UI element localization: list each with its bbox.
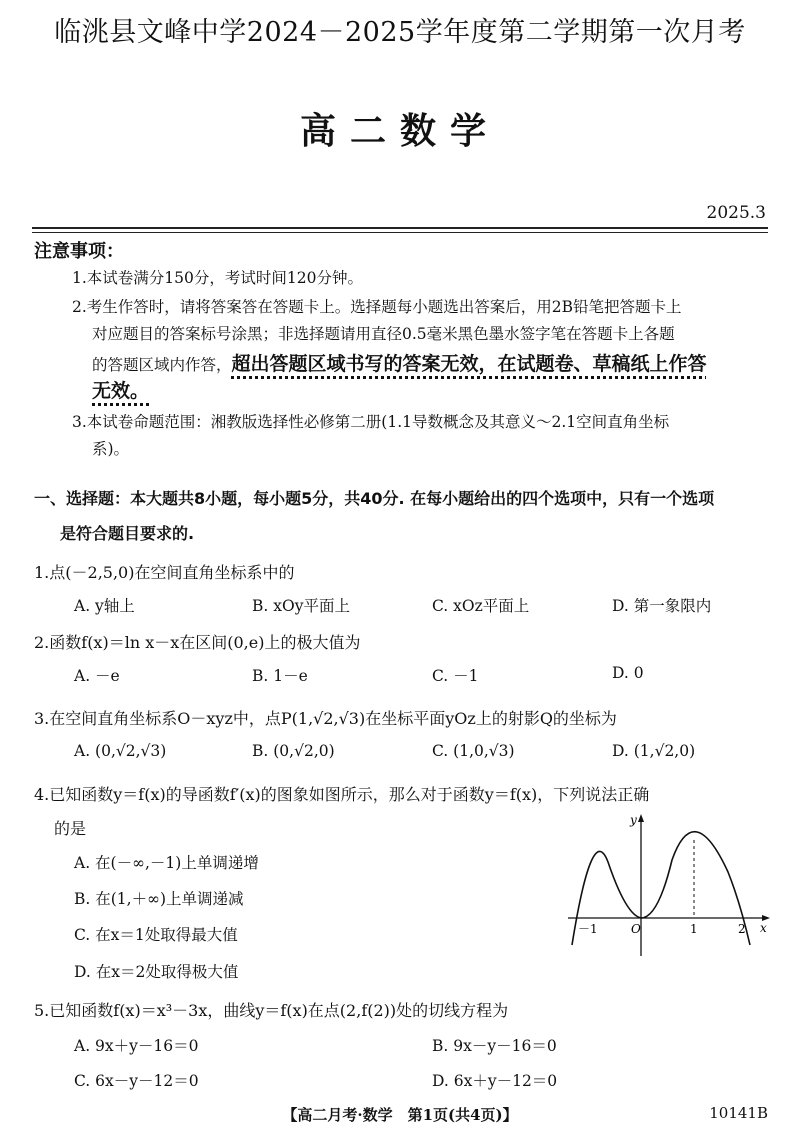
question-5-option-d: D. 6x＋y－12＝0 [432, 1072, 558, 1090]
question-2-option-a: A. －e [74, 667, 120, 685]
notice-item-3-cont: 系)。 [92, 440, 130, 458]
notice-item-2-cont: 对应题目的答案标号涂黑；非选择题请用直径0.5毫米黑色墨水签字笔在答题卡上各题 [92, 325, 675, 343]
question-1-stem: 1.点(－2,5,0)在空间直角坐标系中的 [34, 563, 295, 582]
question-4-option-b: B. 在(1,＋∞)上单调递减 [74, 890, 244, 908]
tick-label-2: 2 [738, 922, 746, 936]
question-5-option-a: A. 9x＋y－16＝0 [74, 1037, 199, 1055]
question-1-option-d: D. 第一象限内 [612, 597, 712, 615]
question-2-option-b: B. 1－e [252, 667, 308, 685]
question-1-option-c: C. xOz平面上 [432, 597, 530, 615]
question-5-stem: 5.已知函数f(x)＝x³－3x，曲线y＝f(x)在点(2,f(2))处的切线方程为 [34, 1001, 509, 1020]
question-1-option-a: A. y轴上 [74, 597, 135, 615]
question-5-option-c: C. 6x－y－12＝0 [74, 1072, 199, 1090]
notice-item-2-end [92, 376, 149, 403]
question-4-stem: 4.已知函数y＝f(x)的导函数f′(x)的图象如图所示，那么对于函数y＝f(x)，下列说法正确 [34, 785, 650, 804]
page-footer: 【高二月考·数学 第1页(共4页)】 [282, 1106, 518, 1124]
y-axis-label: y [630, 813, 637, 827]
question-2-stem: 2.函数f(x)＝ln x－x在区间(0,e)上的极大值为 [34, 633, 361, 652]
notice-item-2-tail: 的答题区域内作答， [92, 356, 232, 374]
tick-label-neg1: －1 [578, 922, 598, 936]
question-4-stem-cont: 的是 [54, 819, 87, 838]
school-exam-title: 临洮县文峰中学2024－2025学年度第二学期第一次月考 [54, 17, 746, 48]
question-4-option-c: C. 在x＝1处取得最大值 [74, 926, 238, 944]
question-4-option-d: D. 在x＝2处取得极大值 [74, 963, 239, 981]
question-1-option-b: B. xOy平面上 [252, 597, 350, 615]
notice-heading: 注意事项： [34, 241, 124, 262]
question-3-option-c: C. (1,0,√3) [432, 742, 515, 760]
header-divider [32, 227, 768, 229]
x-axis-label: x [760, 921, 767, 935]
question-5-option-b: B. 9x－y－16＝0 [432, 1037, 557, 1055]
notice-item-1: 1.本试卷满分150分，考试时间120分钟。 [72, 269, 363, 287]
notice-emphasis-end: 无效。 [92, 380, 150, 402]
header-divider-thin [32, 232, 768, 233]
question-2-option-c: C. －1 [432, 667, 479, 685]
question-2-option-d: D. 0 [612, 664, 644, 682]
notice-item-2-cont2 [92, 349, 707, 376]
subject-title: 高二数学 [299, 110, 500, 152]
section-heading-line1: 一、选择题：本大题共8小题，每小题5分，共40分. 在每小题给出的四个选项中，只有一个选项 [34, 489, 715, 508]
question-4-option-a: A. 在(－∞,－1)上单调递增 [74, 854, 259, 872]
question-3-option-a: A. (0,√2,√3) [74, 742, 167, 760]
origin-label: O [631, 922, 641, 936]
y-axis-arrow [638, 814, 644, 822]
section-heading-line2: 是符合题目要求的. [60, 524, 195, 543]
question-3-option-b: B. (0,√2,0) [252, 742, 335, 760]
exam-date: 2025.3 [706, 203, 766, 223]
question-3-option-d: D. (1,√2,0) [612, 742, 696, 760]
derivative-graph-figure [560, 810, 775, 960]
notice-emphasis: 超出答题区域书写的答案无效，在试题卷、草稿纸上作答 [231, 353, 707, 375]
paper-code: 10141B [709, 1104, 768, 1122]
question-3-stem: 3.在空间直角坐标系O－xyz中，点P(1,√2,√3)在坐标平面yOz上的射影Q的坐标为 [34, 709, 617, 728]
notice-item-2: 2.考生作答时，请将答案答在答题卡上。选择题每小题选出答案后，用2B铅笔把答题卡上 [72, 298, 682, 316]
derivative-curve [572, 832, 750, 945]
notice-item-3: 3.本试卷命题范围：湘教版选择性必修第二册(1.1导数概念及其意义～2.1空间直角坐标 [72, 413, 670, 431]
tick-label-1: 1 [690, 922, 698, 936]
